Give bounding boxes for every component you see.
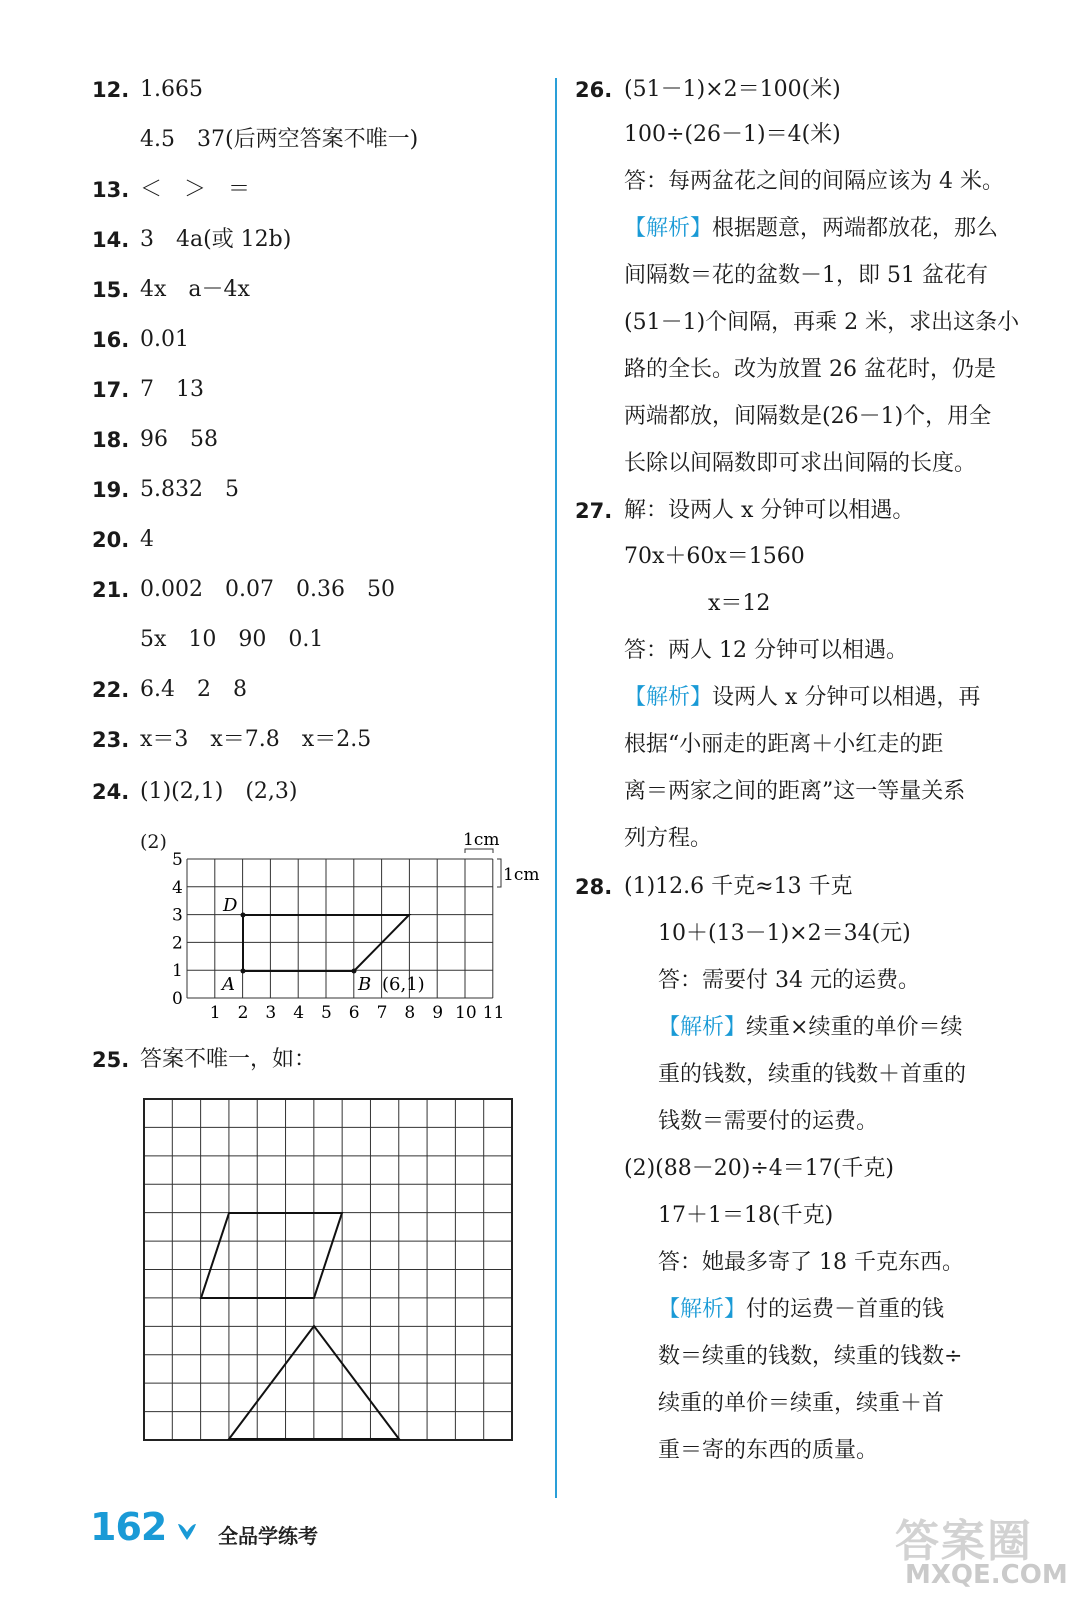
q24-ytick: 2 bbox=[172, 933, 183, 954]
q13-number: 13. bbox=[92, 178, 130, 202]
q20-answer: 4 bbox=[140, 527, 154, 552]
q24-xtick: 2 bbox=[237, 1003, 249, 1023]
column-divider bbox=[555, 78, 557, 1498]
q28-number: 28. bbox=[575, 875, 613, 899]
q28-analysis1-tag: 【解析】 bbox=[658, 1015, 747, 1040]
q27-equation: 70x＋60x＝1560 bbox=[624, 544, 805, 569]
q28-part1-calc: 10＋(13－1)×2＝34(元) bbox=[658, 921, 911, 946]
q24-label-b-coord: (6,1) bbox=[382, 974, 425, 995]
q24-ytick: 4 bbox=[172, 877, 183, 898]
q22-number: 22. bbox=[92, 678, 130, 702]
q24-xtick: 10 bbox=[455, 1003, 477, 1023]
q17-number: 17. bbox=[92, 378, 130, 402]
q12-answer-1: 1.665 bbox=[140, 77, 203, 102]
q26-number: 26. bbox=[575, 78, 613, 102]
q27-solution: x＝12 bbox=[708, 591, 771, 616]
q22-answer: 6.4 2 8 bbox=[140, 677, 247, 702]
q26-analysis-1: 【解析】根据题意，两端都放花，那么 bbox=[624, 216, 999, 241]
q24-answer-1: (1)(2,1) (2,3) bbox=[140, 779, 298, 804]
q24-point-d bbox=[241, 913, 246, 918]
q26-step-1: (51－1)×2＝100(米) bbox=[624, 77, 841, 102]
q24-ytick: 0 bbox=[172, 989, 183, 1009]
q24-label-d: D bbox=[223, 895, 238, 916]
q14-number: 14. bbox=[92, 228, 130, 252]
q26-analysis-4: 路的全长。改为放置 26 盆花时，仍是 bbox=[624, 357, 996, 382]
q27-analysis-tag: 【解析】 bbox=[624, 685, 713, 710]
q15-number: 15. bbox=[92, 278, 130, 302]
q24-point-a bbox=[241, 969, 246, 974]
q27-analysis-4: 列方程。 bbox=[624, 826, 713, 851]
q24-xtick: 6 bbox=[348, 1003, 360, 1023]
q18-number: 18. bbox=[92, 428, 130, 452]
q19-number: 19. bbox=[92, 478, 130, 502]
q27-setup: 解：设两人 x 分钟可以相遇。 bbox=[624, 498, 915, 523]
q27-number: 27. bbox=[575, 499, 613, 523]
q24-xtick: 4 bbox=[293, 1003, 305, 1023]
q24-xtick: 1 bbox=[209, 1003, 221, 1023]
watermark-url: MXQE.COM bbox=[905, 1560, 1068, 1590]
q21-number: 21. bbox=[92, 578, 130, 602]
brand-name: 全品学练考 bbox=[218, 1524, 318, 1548]
q28-analysis2-4: 重＝寄的东西的质量。 bbox=[658, 1438, 879, 1463]
q24-part2-label: (2) bbox=[140, 831, 167, 853]
q28-part2-calc-2: 17＋1＝18(千克) bbox=[658, 1203, 834, 1228]
q24-coordinate-grid bbox=[160, 825, 550, 1025]
q24-xtick: 11 bbox=[482, 1003, 505, 1023]
q28-part2-answer: 答：她最多寄了 18 千克东西。 bbox=[658, 1250, 964, 1275]
q24-point-b bbox=[352, 969, 357, 974]
q25-drawing-grid bbox=[140, 1095, 520, 1445]
q26-analysis-2: 间隔数＝花的盆数－1，即 51 盆花有 bbox=[624, 263, 988, 288]
q21-answer-1: 0.002 0.07 0.36 50 bbox=[140, 577, 395, 602]
q27-analysis-2: 根据“小丽走的距离＋小红走的距 bbox=[624, 732, 944, 757]
q26-analysis-tag: 【解析】 bbox=[624, 216, 713, 241]
q28-analysis2-tag: 【解析】 bbox=[658, 1297, 747, 1322]
q28-analysis2-3: 续重的单价＝续重，续重＋首 bbox=[658, 1391, 945, 1416]
q28-analysis1-3: 钱数＝需要付的运费。 bbox=[658, 1109, 879, 1134]
page-number: 162 bbox=[90, 1505, 167, 1549]
q18-answer: 96 58 bbox=[140, 427, 218, 452]
q24-xtick: 8 bbox=[404, 1003, 416, 1023]
q21-answer-2: 5x 10 90 0.1 bbox=[140, 627, 324, 652]
q12-answer-2: 4.5 37(后两空答案不唯一) bbox=[140, 127, 419, 152]
q24-label-b: B bbox=[358, 974, 372, 995]
q24-ytick: 5 bbox=[172, 850, 183, 870]
q24-label-a: A bbox=[222, 974, 235, 995]
q16-number: 16. bbox=[92, 328, 130, 352]
q23-answer: x＝3 x＝7.8 x＝2.5 bbox=[140, 727, 372, 752]
q27-analysis-3: 离＝两家之间的距离”这一等量关系 bbox=[624, 779, 966, 804]
q24-ytick: 1 bbox=[172, 961, 183, 982]
q24-xtick: 5 bbox=[321, 1003, 332, 1023]
q24-xtick: 3 bbox=[265, 1003, 277, 1023]
q26-analysis-5: 两端都放，间隔数是(26－1)个，用全 bbox=[624, 404, 992, 429]
q28-part1-estimate: (1)12.6 千克≈13 千克 bbox=[624, 874, 853, 899]
q24-unit-y: 1cm bbox=[503, 865, 540, 885]
q17-answer: 7 13 bbox=[140, 377, 204, 402]
q24-xtick: 9 bbox=[432, 1003, 444, 1023]
q28-part2-calc-1: (2)(88－20)÷4＝17(千克) bbox=[624, 1156, 894, 1181]
watermark-logo: 答案圈 bbox=[895, 1516, 1033, 1567]
q24-unit-x: 1cm bbox=[463, 830, 500, 850]
brand-logo-icon bbox=[176, 1522, 198, 1542]
q26-analysis-3: (51－1)个间隔，再乘 2 米，求出这条小 bbox=[624, 310, 1020, 335]
q16-answer: 0.01 bbox=[140, 327, 189, 352]
q26-step-2: 100÷(26－1)＝4(米) bbox=[624, 122, 841, 147]
q28-analysis2-2: 数＝续重的钱数，续重的钱数÷ bbox=[658, 1344, 963, 1369]
q25-number: 25. bbox=[92, 1048, 130, 1072]
q28-analysis1-1: 【解析】续重×续重的单价＝续 bbox=[658, 1015, 963, 1040]
q25-answer: 答案不唯一，如： bbox=[140, 1047, 317, 1072]
q15-answer: 4x a－4x bbox=[140, 277, 250, 302]
q19-answer: 5.832 5 bbox=[140, 477, 239, 502]
q28-analysis2-1: 【解析】付的运费－首重的钱 bbox=[658, 1297, 945, 1322]
q24-xtick: 7 bbox=[376, 1003, 388, 1023]
q20-number: 20. bbox=[92, 528, 130, 552]
q24-ytick: 3 bbox=[172, 905, 183, 926]
q12-number: 12. bbox=[92, 78, 130, 102]
q14-answer: 3 4a(或 12b) bbox=[140, 227, 292, 252]
q13-answer: ＜ ＞ ＝ bbox=[140, 177, 251, 202]
q27-analysis-1: 【解析】设两人 x 分钟可以相遇，再 bbox=[624, 685, 981, 710]
q27-answer: 答：两人 12 分钟可以相遇。 bbox=[624, 638, 908, 663]
q28-part1-answer: 答：需要付 34 元的运费。 bbox=[658, 968, 920, 993]
q24-number: 24. bbox=[92, 780, 130, 804]
q25-parallelogram bbox=[201, 1213, 342, 1298]
q23-number: 23. bbox=[92, 728, 130, 752]
q28-analysis1-2: 重的钱数，续重的钱数＋首重的 bbox=[658, 1062, 967, 1087]
q26-answer: 答：每两盆花之间的间隔应该为 4 米。 bbox=[624, 169, 1004, 194]
q26-analysis-6: 长除以间隔数即可求出间隔的长度。 bbox=[624, 451, 977, 476]
